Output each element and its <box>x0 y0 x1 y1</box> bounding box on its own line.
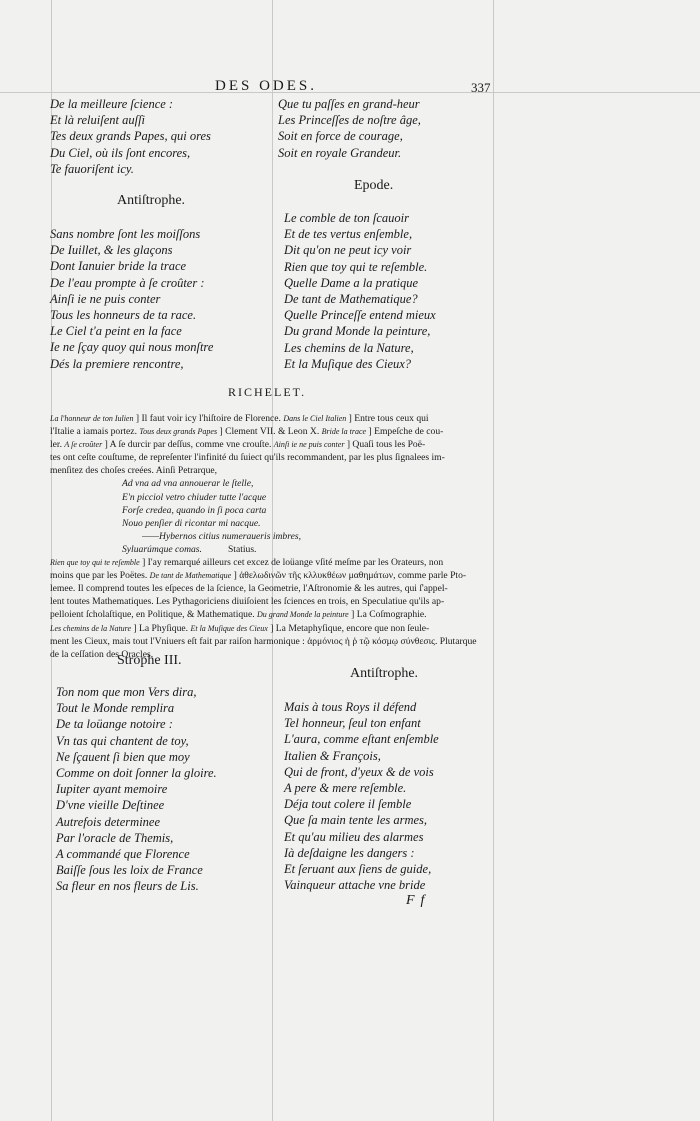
commentary-text: moins que par les Poëtes. <box>50 570 148 582</box>
verse-line: A pere & mere reſemble. <box>284 780 407 795</box>
verse-line: Vn tas qui chantent de toy, <box>56 733 189 748</box>
quoted-author: Statius. <box>227 543 257 555</box>
verse-line: Tel honneur, ſeul ton enfant <box>284 716 421 731</box>
verse-line: Les Princeſſes de noſtre âge, <box>278 113 421 128</box>
quoted-verse: Nouo penſier di ricontar mi nacque. <box>122 517 261 529</box>
verse-line: Et la Muſique des Cieux? <box>284 356 412 371</box>
epode-heading: Epode. <box>354 178 394 193</box>
commentary-text: ] ἀθελωδινῶν τῆς κλλυκθέων μαθημάτων, comme parle Pto- <box>233 570 467 582</box>
verse-line: A commandé que Florence <box>56 846 190 861</box>
verse-line: De la meilleure ſcience : <box>50 97 174 111</box>
running-header: DES ODES. <box>215 78 318 94</box>
commentary-lemma: Dans le Ciel Italien <box>283 414 347 423</box>
commentary-text: ] Clement VII. & Leon X. <box>219 426 320 438</box>
commentary-text: lemee. Il comprend toutes les eſpeces de la ſcience, la Geometrie, l'Aſtronomie & les autres, qui ſ'appel- <box>50 583 448 595</box>
commentary-text: ] Entre tous ceux qui <box>348 413 429 424</box>
commentary-lemma: Du grand Monde la peinture <box>257 610 349 620</box>
verse-line: L'aura, comme eſtant enſemble <box>284 732 439 747</box>
commentary-text: de la ceſſation des Oracles. <box>50 648 154 660</box>
verse-line: Soit en royale Grandeur. <box>278 145 402 160</box>
commentary-line <box>50 425 495 438</box>
verse-line: Tout le Monde remplira <box>56 701 175 716</box>
verse-line: Soit en force de courage, <box>278 129 403 144</box>
page-number: 337 <box>471 80 491 95</box>
commentary-line <box>50 438 495 451</box>
left-top-verse <box>50 96 211 177</box>
commentary-line <box>50 412 495 425</box>
commentary-line <box>50 556 495 569</box>
verse-line: Déja tout colere il ſemble <box>284 797 412 812</box>
verse-line: De l'eau prompte à ſe croûter : <box>50 275 205 290</box>
commentary-lemma: Et la Muſique des Cieux <box>190 623 268 633</box>
verse-line: Mais à tous Roys il défend <box>284 700 417 714</box>
verse-line: Et ſeruant aux ſiens de guide, <box>284 861 432 876</box>
commentary-line <box>50 569 495 582</box>
verse-line: Qui de front, d'yeux & de vois <box>284 764 434 779</box>
right-top-verse <box>278 96 421 161</box>
commentary-text: ] La Phyſique. <box>133 622 189 634</box>
commentary-text: ] La Metaphyſique, encore que non ſeule- <box>270 622 430 634</box>
commentary-line <box>50 608 495 621</box>
antistrophe-2-verse <box>284 699 439 893</box>
antistrophe-verse <box>50 226 213 372</box>
epode-verse <box>284 210 436 372</box>
verse-line: Baiſſe ſous les loix de France <box>56 863 203 878</box>
commentary-line <box>50 622 495 635</box>
signature-mark: Ff <box>406 893 431 908</box>
verse-line: Autrefois determinee <box>56 814 161 829</box>
commentary-text: ] Quaſi tous les Poë- <box>346 439 426 451</box>
verse-line: Dit qu'on ne peut icy voir <box>284 243 412 258</box>
commentary-text: l'Italie a iamais portez. <box>50 426 137 438</box>
commentary-text: ] Empeſche de cou- <box>368 426 444 438</box>
verse-line: D'vne vieille Deſtinee <box>56 798 165 813</box>
verse-line: Ie ne ſçay quoy qui nous monſtre <box>50 340 214 355</box>
verse-line: Que ſa main tente les armes, <box>284 813 428 828</box>
verse-line: Tes deux grands Papes, qui ores <box>50 129 211 144</box>
commentary-text: menſitez des choſes creées. Ainſi Petrarque, <box>50 465 218 477</box>
commentary-text: ] A ſe durcir par deſſus, comme vne crouſte. <box>104 439 272 451</box>
commentary-text: ——Hybernos citius numeraueris imbres, <box>142 530 301 542</box>
verse-line: Quelle Princeſſe entend mieux <box>284 308 436 323</box>
verse-line: Ià deſdaigne les dangers : <box>284 845 415 860</box>
verse-line: Ainſi ie ne puis conter <box>50 291 161 306</box>
verse-line: Sans nombre ſont les moiſſons <box>50 227 201 241</box>
commentary-line <box>50 635 495 648</box>
strophe-verse <box>56 684 217 894</box>
verse-line: Dés la premiere rencontre, <box>50 356 184 371</box>
verse-line: Rien que toy qui te reſemble. <box>284 259 428 274</box>
verse-line: Du Ciel, où ils ſont encores, <box>50 145 191 160</box>
commentary-lemma: Les chemins de la Nature <box>50 623 132 633</box>
verse-line: Et là reluiſent auſſi <box>50 113 146 128</box>
verse-line: Que tu paſſes en grand-heur <box>278 97 420 111</box>
verse-line: Ne ſçauent ſi bien que moy <box>56 749 190 764</box>
verse-line: Tous les honneurs de ta race. <box>50 307 197 322</box>
verse-line: Te fauoriſent icy. <box>50 161 134 176</box>
verse-line: Italien & François, <box>284 748 381 763</box>
verse-line: Le comble de ton ſcauoir <box>284 211 409 225</box>
commentary-lemma: A ſe croûter <box>64 440 103 450</box>
verse-line: Vainqueur attache vne bride <box>284 878 426 893</box>
commentary-text: ] La Coſmographie. <box>351 609 427 621</box>
commentary-lemma: Bride la trace <box>321 427 367 437</box>
quoted-verse: Forſe credea, quando in ſi poca carta <box>122 504 267 516</box>
antistrophe-heading: Antiſtrophe. <box>117 193 186 208</box>
verse-line: Le Ciel t'a peint en la face <box>50 324 182 339</box>
commentary-text: tes ont ceſte couſtume, de repreſenter l'infinité du ſuiect qu'ils recommandent, par les plus ſignalees im- <box>50 452 445 464</box>
quoted-verse: E'n picciol vetro chiuder tutte l'acque <box>122 491 267 503</box>
quoted-verse <box>50 543 495 556</box>
verse-line: Iupiter ayant memoire <box>56 782 168 797</box>
verse-line: Dont Ianuier bride la trace <box>50 259 187 274</box>
commentary-line <box>50 582 495 595</box>
commentary-lemma: Rien que toy qui te reſemble <box>50 558 140 568</box>
commentary-text: Syluarúmque comas. <box>122 543 202 555</box>
verse-line: Ton nom que mon Vers dira, <box>56 685 197 699</box>
quoted-verse <box>50 530 495 543</box>
header-rule <box>0 92 700 93</box>
verse-line: Comme on doit ſonner la gloire. <box>56 765 217 780</box>
verse-line: Par l'oracle de Themis, <box>56 830 174 845</box>
commentary-text: pelloient ſcholaſtique, en Politique, & Mathematique. <box>50 609 255 621</box>
commentary-line <box>50 464 495 477</box>
verse-line: Et de tes vertus enſemble, <box>284 227 413 242</box>
commentary-block <box>50 412 495 661</box>
verse-line: Et qu'au milieu des alarmes <box>284 829 424 844</box>
commentary-text: ] Il faut voir icy l'hiſtoire de Florence. <box>135 413 281 424</box>
commentary-text: ler. <box>50 439 62 451</box>
antistrophe-2-heading: Antiſtrophe. <box>350 666 419 681</box>
commentary-lemma: Tous deux grands Papes <box>139 427 218 437</box>
commentary-lemma: De tant de Mathematique <box>149 571 232 581</box>
commentary-text: lent toutes Mathematiques. Les Pythagoriciens diuiſoient les ſciences en trois, en Speculatiue qu'ils ap- <box>50 596 445 608</box>
verse-line: De Iuillet, & les glaçons <box>50 243 173 258</box>
commentary-lemma: La l'honneur de ton Iulien <box>50 414 134 423</box>
commentary-text: ] I'ay remarqué ailleurs cet excez de loüange vſité meſme par les Orateurs, non <box>142 557 444 569</box>
verse-line: De tant de Mathematique? <box>284 291 418 306</box>
verse-line: Les chemins de la Nature, <box>284 340 414 355</box>
commentary-line <box>50 451 495 464</box>
commentary-title: RICHELET. <box>228 385 307 399</box>
commentary-text: ment les Cieux, mais tout l'Vniuers eſt fait par raiſon harmonique : ἁρμόνιος ἡ ῥ τῷ κόσμῳ σύνθεσις. Plutarque <box>50 635 477 647</box>
commentary-lemma: Ainſi ie ne puis conter <box>273 440 345 450</box>
verse-line: De ta loüange notoire : <box>56 717 173 732</box>
commentary-line <box>50 595 495 608</box>
quoted-verse: Ad vna ad vna annouerar le ſtelle, <box>122 478 254 490</box>
verse-line: Quelle Dame a la pratique <box>284 275 419 290</box>
verse-line: Du grand Monde la peinture, <box>284 324 431 339</box>
strophe-heading: Strophe III. <box>117 653 182 668</box>
verse-line: Sa fleur en nos fleurs de Lis. <box>56 879 199 894</box>
